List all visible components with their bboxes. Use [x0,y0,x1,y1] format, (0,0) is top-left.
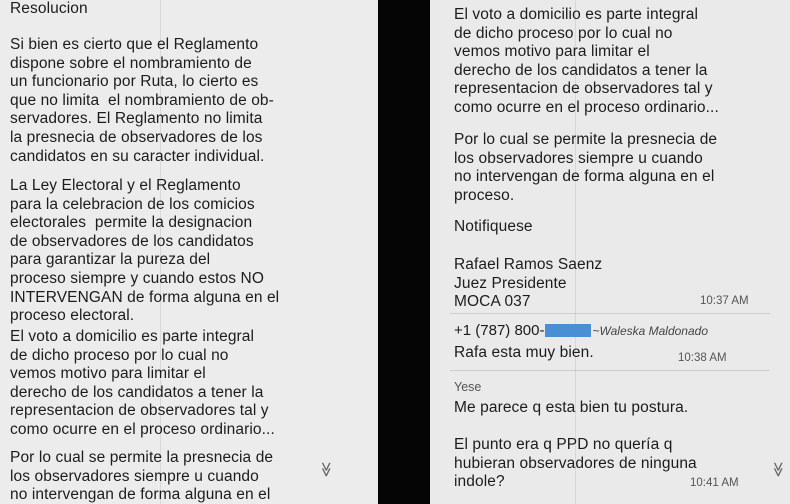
message-paragraph: Por lo cual se permite la presnecia de los observadores siempre u cuando no intervengan de forma alguna en el proceso. [454,131,718,204]
contact-name: ~Waleska Maldonado [592,324,709,338]
message-text: Me parece q esta bien tu postura. [454,399,689,416]
left-chat-panel [0,0,378,504]
contact-header[interactable] [454,322,708,340]
message-text: Rafa esta muy bien. [454,344,594,361]
message-paragraph: Por lo cual se permite la presnecia de los observadores siempre u cuando no intervengan de forma alguna en el [10,449,274,504]
message-timestamp: 10:37 AM [700,295,749,307]
scroll-down-icon[interactable]: ≫ [769,461,787,478]
message-timestamp: 10:41 AM [690,477,739,489]
message-paragraph: Notifiquese [454,218,533,235]
right-chat-panel [430,0,790,504]
message-paragraph: La Ley Electoral y el Reglamento para la celebracion de los comicios electorales permite la designacion de observadores de los candidatos para garantizar la pureza del proceso siempre y cuando estos NO INTERVENGAN de forma alguna en el proceso electoral. [10,177,280,325]
bubble-separator [450,370,770,371]
message-heading: Resolucion [10,0,88,17]
message-paragraph: El voto a domicilio es parte integral de dicho proceso por lo cual no vemos motivo para limitar el derecho de los candidatos a tener la representacion de observadores tal y como ocurre en el proceso ordinario... [454,6,719,116]
screenshot-divider [378,0,430,504]
message-timestamp: 10:38 AM [678,352,727,364]
message-paragraph: Si bien es cierto que el Reglamento dispone sobre el nombramiento de un funcionario por Ruta, lo cierto es que no limita el nombramiento de ob- servadores. El Reglamento no limita la presnecia de observadores de los candidatos en su caracter individual. [10,36,274,165]
scroll-down-icon[interactable]: ≫ [317,461,335,478]
bubble-separator [450,313,770,314]
redaction-bar [545,324,591,337]
message-signature: Rafael Ramos Saenz Juez Presidente MOCA 037 [454,256,603,311]
contact-phone: +1 (787) 800- [454,322,545,339]
message-paragraph: El voto a domicilio es parte integral de dicho proceso por lo cual no vemos motivo para limitar el derecho de los candidatos a tener la representacion de observadores tal y como ocurre en el proceso ordinario... [10,328,275,438]
message-text: El punto era q PPD no quería q hubieran observadores de ninguna indole? [454,436,697,491]
sender-name: Yese [454,380,482,394]
